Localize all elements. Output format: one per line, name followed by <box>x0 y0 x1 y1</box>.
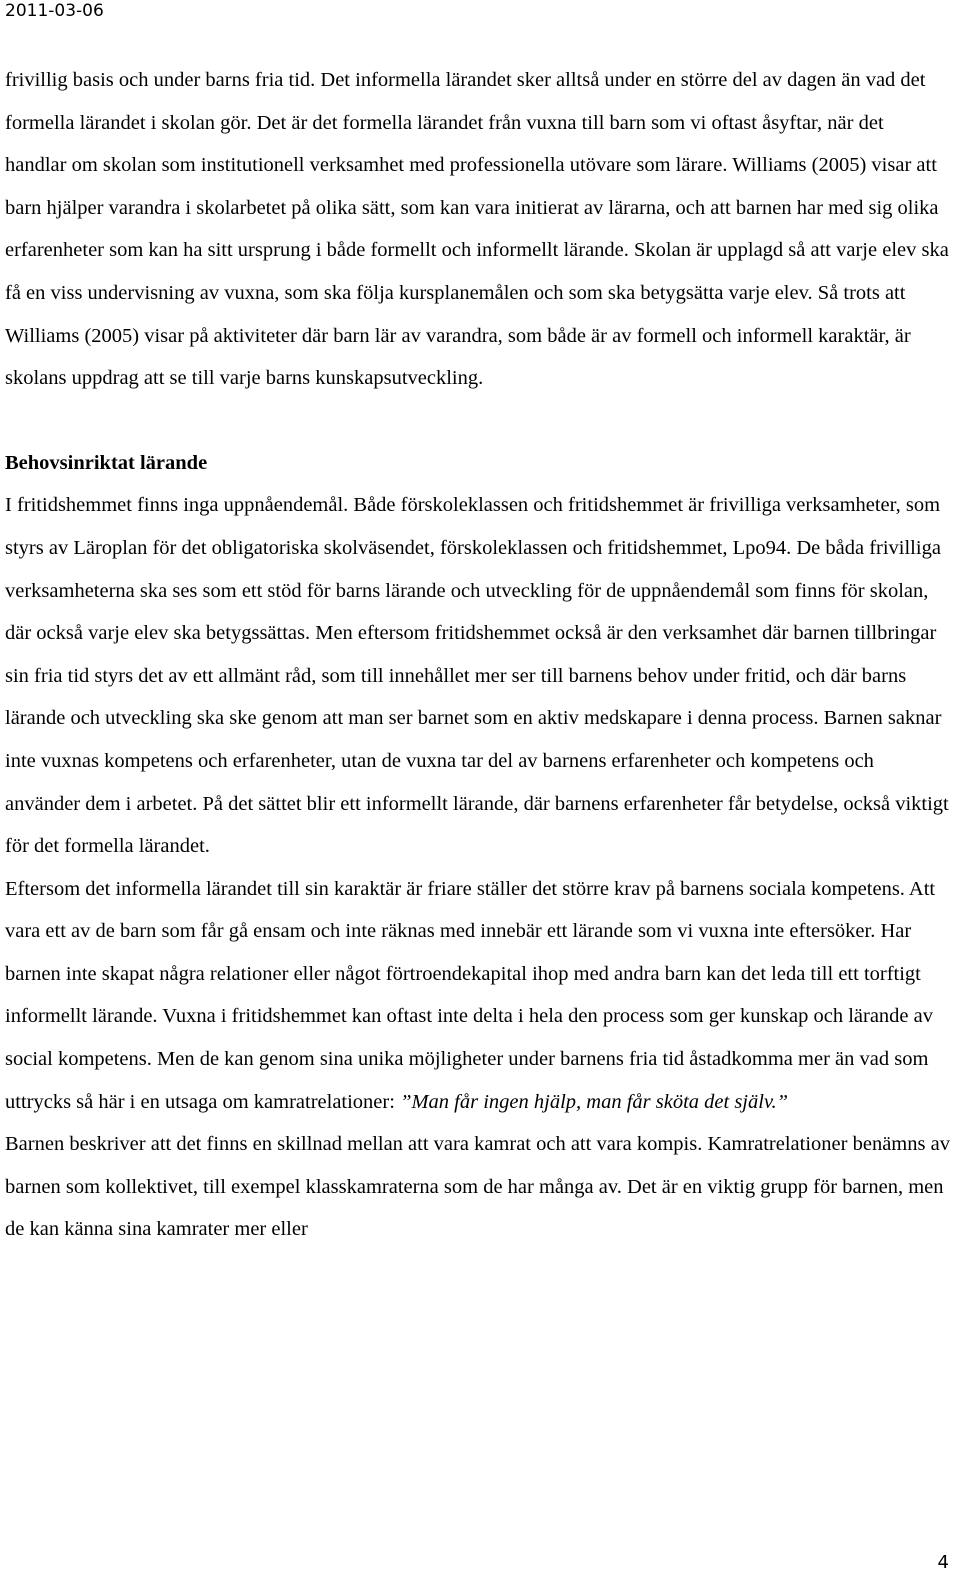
section-heading: Behovsinriktat lärande <box>5 451 208 474</box>
paragraph-text: Eftersom det informella lärandet till sin karaktär är friare ställer det större krav på barnens sociala kompetens. Att vara ett av de barn som får gå ensam och inte räknas med innebär ett lärande som vi vuxna inte eftersöker. Har barnen inte skapat några relationer eller något förtroendekapital ihop med andra barn kan det leda till ett torftigt informellt lärande. Vuxna i fritidshemmet kan oftast inte delta i hela den process som ger kunskap och lärande av social kompetens. Men de kan genom sina unika möjligheter under barnens fria tid åstadkomma mer än vad som uttrycks så här i en utsaga om kamratrelationer: <box>5 877 936 1113</box>
page-date: 2011-03-06 <box>5 1 104 21</box>
document-body <box>5 59 950 1251</box>
page-number: 4 <box>937 1552 949 1573</box>
quote: ”Man får ingen hjälp, man får sköta det själv.” <box>400 1090 789 1113</box>
paragraph: I fritidshemmet finns inga uppnåendemål. Både förskoleklassen och fritidshemmet är frivilliga verksamheter, som styrs av Läroplan för det obligatoriska skolväsendet, förskoleklassen och fritidshemmet, Lpo94. De båda frivilliga verksamheterna ska ses som ett stöd för barns lärande och utveckling för de uppnåendemål som finns för skolan, där också varje elev ska betygssättas. Men eftersom fritidshemmet också är den verksamhet där barnen tillbringar sin fria tid styrs det av ett allmänt råd, som till innehållet mer ser till barnens behov under fritid, och där barns lärande och utveckling ska ske genom att man ser barnet som en aktiv medskapare i denna process. Barnen saknar inte vuxnas kompetens och erfarenheter, utan de vuxna tar del av barnens erfarenheter och kompetens och använder dem i arbetet. På det sättet blir ett informellt lärande, där barnens erfarenheter får betydelse, också viktigt för det formella lärandet. <box>5 494 949 858</box>
paragraph: frivillig basis och under barns fria tid. Det informella lärandet sker alltså under en större del av dagen än vad det formella lärandet i skolan gör. Det är det formella lärandet från vuxna till barn som vi oftast åsyftar, när det handlar om skolan som institutionell verksamhet med professionella utövare som lärare. Williams (2005) visar att barn hjälper varandra i skolarbetet på olika sätt, som kan vara initierat av lärarna, och att barnen har med sig olika erfarenheter som kan ha sitt ursprung i både formellt och informellt lärande. Skolan är upplagd så att varje elev ska få en viss undervisning av vuxna, som ska följa kursplanemålen och som ska betygsätta varje elev. Så trots att Williams (2005) visar på aktiviteter där barn lär av varandra, som både är av formell och informell karaktär, är skolans uppdrag att se till varje barns kunskapsutveckling. <box>5 69 949 390</box>
paragraph <box>5 868 950 1124</box>
paragraph-gap <box>5 400 950 442</box>
paragraph: Barnen beskriver att det finns en skillnad mellan att vara kamrat och att vara kompis. Kamratrelationer benämns av barnen som kollektivet, till exempel klasskamraterna som de har många av. Det är en viktig grupp för barnen, men de kan känna sina kamrater mer eller <box>5 1133 950 1241</box>
